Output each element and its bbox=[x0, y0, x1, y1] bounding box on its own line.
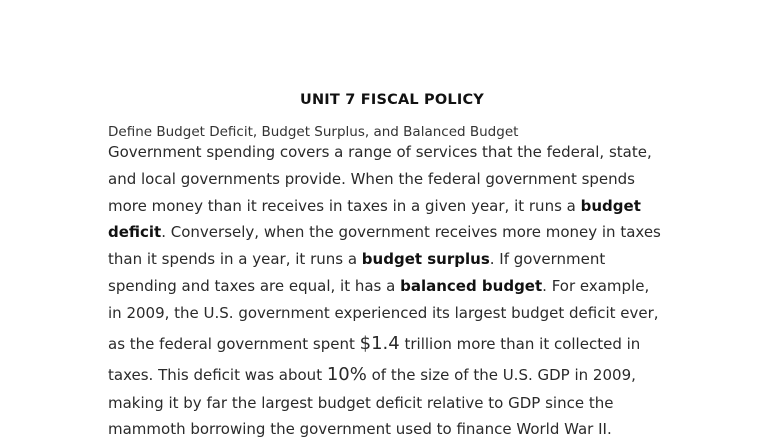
line-text: as the federal government spent bbox=[108, 334, 360, 353]
line-text: and local governments provide. When the federal government spends bbox=[108, 169, 635, 188]
line-text: . For example, bbox=[542, 276, 650, 295]
paragraph-line bbox=[108, 276, 688, 303]
line-text: Government spending covers a range of services that the federal, state, bbox=[108, 143, 652, 161]
paragraph-line bbox=[108, 393, 688, 420]
paragraph-line bbox=[108, 169, 688, 196]
paragraph-line bbox=[108, 249, 688, 276]
page-title: UNIT 7 FISCAL POLICY bbox=[299, 92, 484, 108]
paragraph-line bbox=[108, 361, 688, 393]
bold-term: budget surplus bbox=[361, 250, 490, 269]
line-text: in 2009, the U.S. government experienced its largest budget deficit ever, bbox=[108, 303, 659, 322]
bold-term: deficit bbox=[108, 223, 162, 242]
line-text: . Conversely, when the government receives more money in taxes bbox=[161, 223, 661, 242]
large-number: 10% bbox=[326, 364, 367, 386]
line-text: spending and taxes are equal, it has a bbox=[108, 276, 401, 295]
line-text: . If government bbox=[489, 250, 606, 269]
section-subtitle: Define Budget Deficit, Budget Surplus, and Balanced Budget bbox=[108, 124, 519, 140]
paragraph-line bbox=[108, 142, 688, 169]
line-text: more money than it receives in taxes in a given year, it runs a bbox=[108, 196, 581, 215]
line-text: taxes. This deficit was about bbox=[108, 366, 327, 385]
paragraph-line bbox=[108, 196, 688, 223]
line-text: trillion more than it collected in bbox=[399, 334, 641, 353]
line-text: than it spends in a year, it runs a bbox=[108, 250, 362, 269]
paragraph-line bbox=[108, 222, 688, 249]
paragraph-line bbox=[108, 330, 688, 362]
line-text: making it by far the largest budget deficit relative to GDP since the bbox=[108, 393, 614, 412]
line-text: mammoth borrowing the government used to finance World War II. bbox=[108, 420, 612, 439]
line-text: of the size of the U.S. GDP in 2009, bbox=[366, 366, 636, 385]
paragraph-line bbox=[108, 303, 688, 330]
paragraph-line bbox=[108, 419, 688, 446]
bold-term: balanced budget bbox=[400, 276, 543, 295]
large-number: $1.4 bbox=[359, 332, 400, 354]
body-paragraph bbox=[108, 142, 688, 446]
bold-term: budget bbox=[580, 196, 641, 215]
